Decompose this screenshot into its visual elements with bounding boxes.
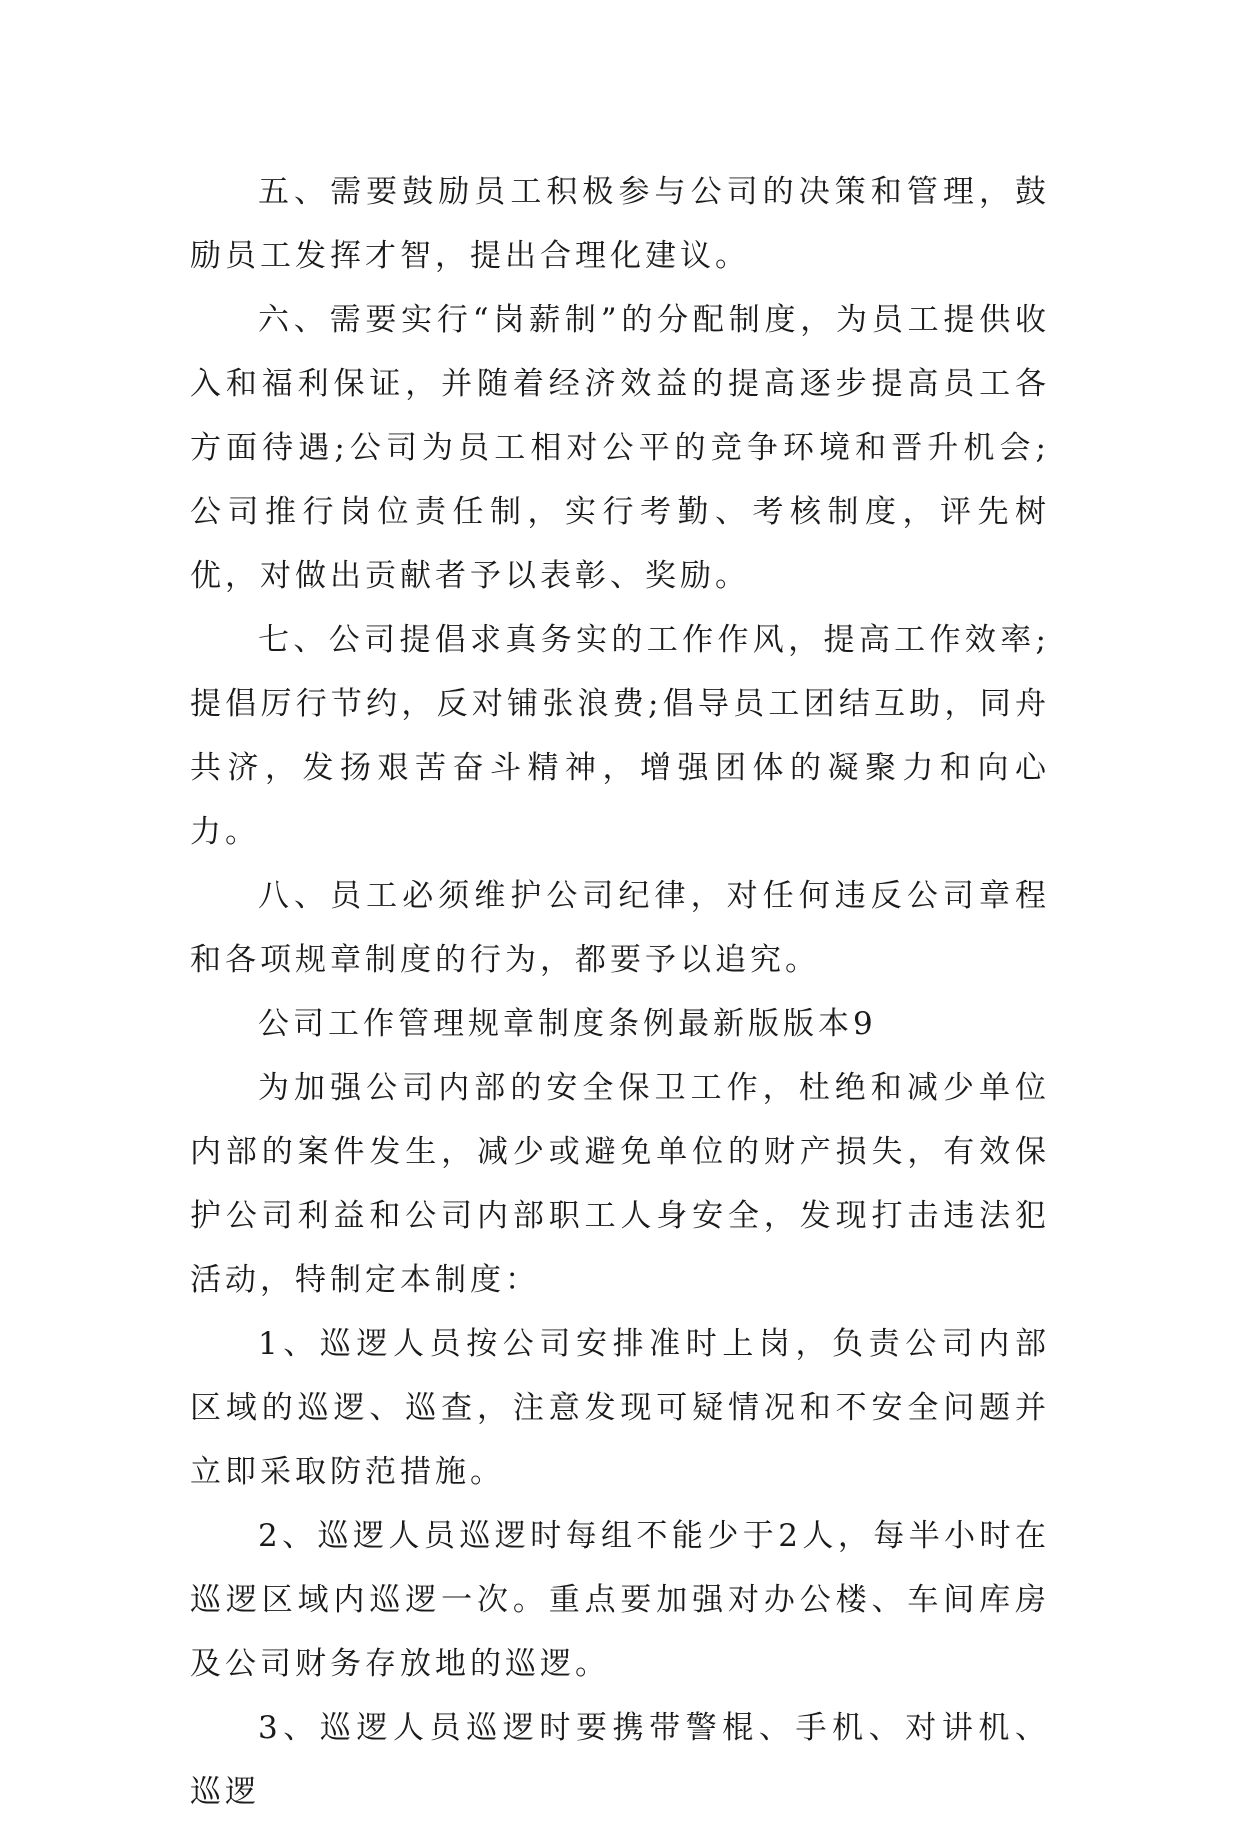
rule-item-1: 1、巡逻人员按公司安排准时上岗，负责公司内部区域的巡逻、巡查，注意发现可疑情况和不安全问题并立即采取防范措施。: [190, 1326, 1050, 1490]
section-intro-paragraph: 为加强公司内部的安全保卫工作，杜绝和减少单位内部的案件发生，减少或避免单位的财产损失，有效保护公司利益和公司内部职工人身安全，发现打击违法犯活动，特制定本制度：: [190, 1070, 1050, 1298]
rule-item-2: 2、巡逻人员巡逻时每组不能少于2人，每半小时在巡逻区域内巡逻一次。重点要加强对办公楼、车间库房及公司财务存放地的巡逻。: [190, 1518, 1050, 1682]
paragraph-item-5: 五、需要鼓励员工积极参与公司的决策和管理，鼓励员工发挥才智，提出合理化建议。: [190, 174, 1050, 274]
rule-item-3: 3、巡逻人员巡逻时要携带警棍、手机、对讲机、巡逻: [190, 1710, 1050, 1810]
section-title: 公司工作管理规章制度条例最新版版本9: [258, 1006, 877, 1042]
paragraph-item-7: 七、公司提倡求真务实的工作作风，提高工作效率;提倡厉行节约，反对铺张浪费;倡导员工团结互助，同舟共济，发扬艰苦奋斗精神，增强团体的凝聚力和向心力。: [190, 622, 1050, 850]
paragraph-item-8: 八、员工必须维护公司纪律，对任何违反公司章程和各项规章制度的行为，都要予以追究。: [190, 878, 1050, 978]
paragraph-item-6: 六、需要实行“岗薪制”的分配制度，为员工提供收入和福利保证，并随着经济效益的提高逐步提高员工各方面待遇;公司为员工相对公平的竞争环境和晋升机会;公司推行岗位责任制，实行考勤、考核制度，评先树优，对做出贡献者予以表彰、奖励。: [190, 302, 1050, 594]
document-body: [190, 160, 1050, 1824]
